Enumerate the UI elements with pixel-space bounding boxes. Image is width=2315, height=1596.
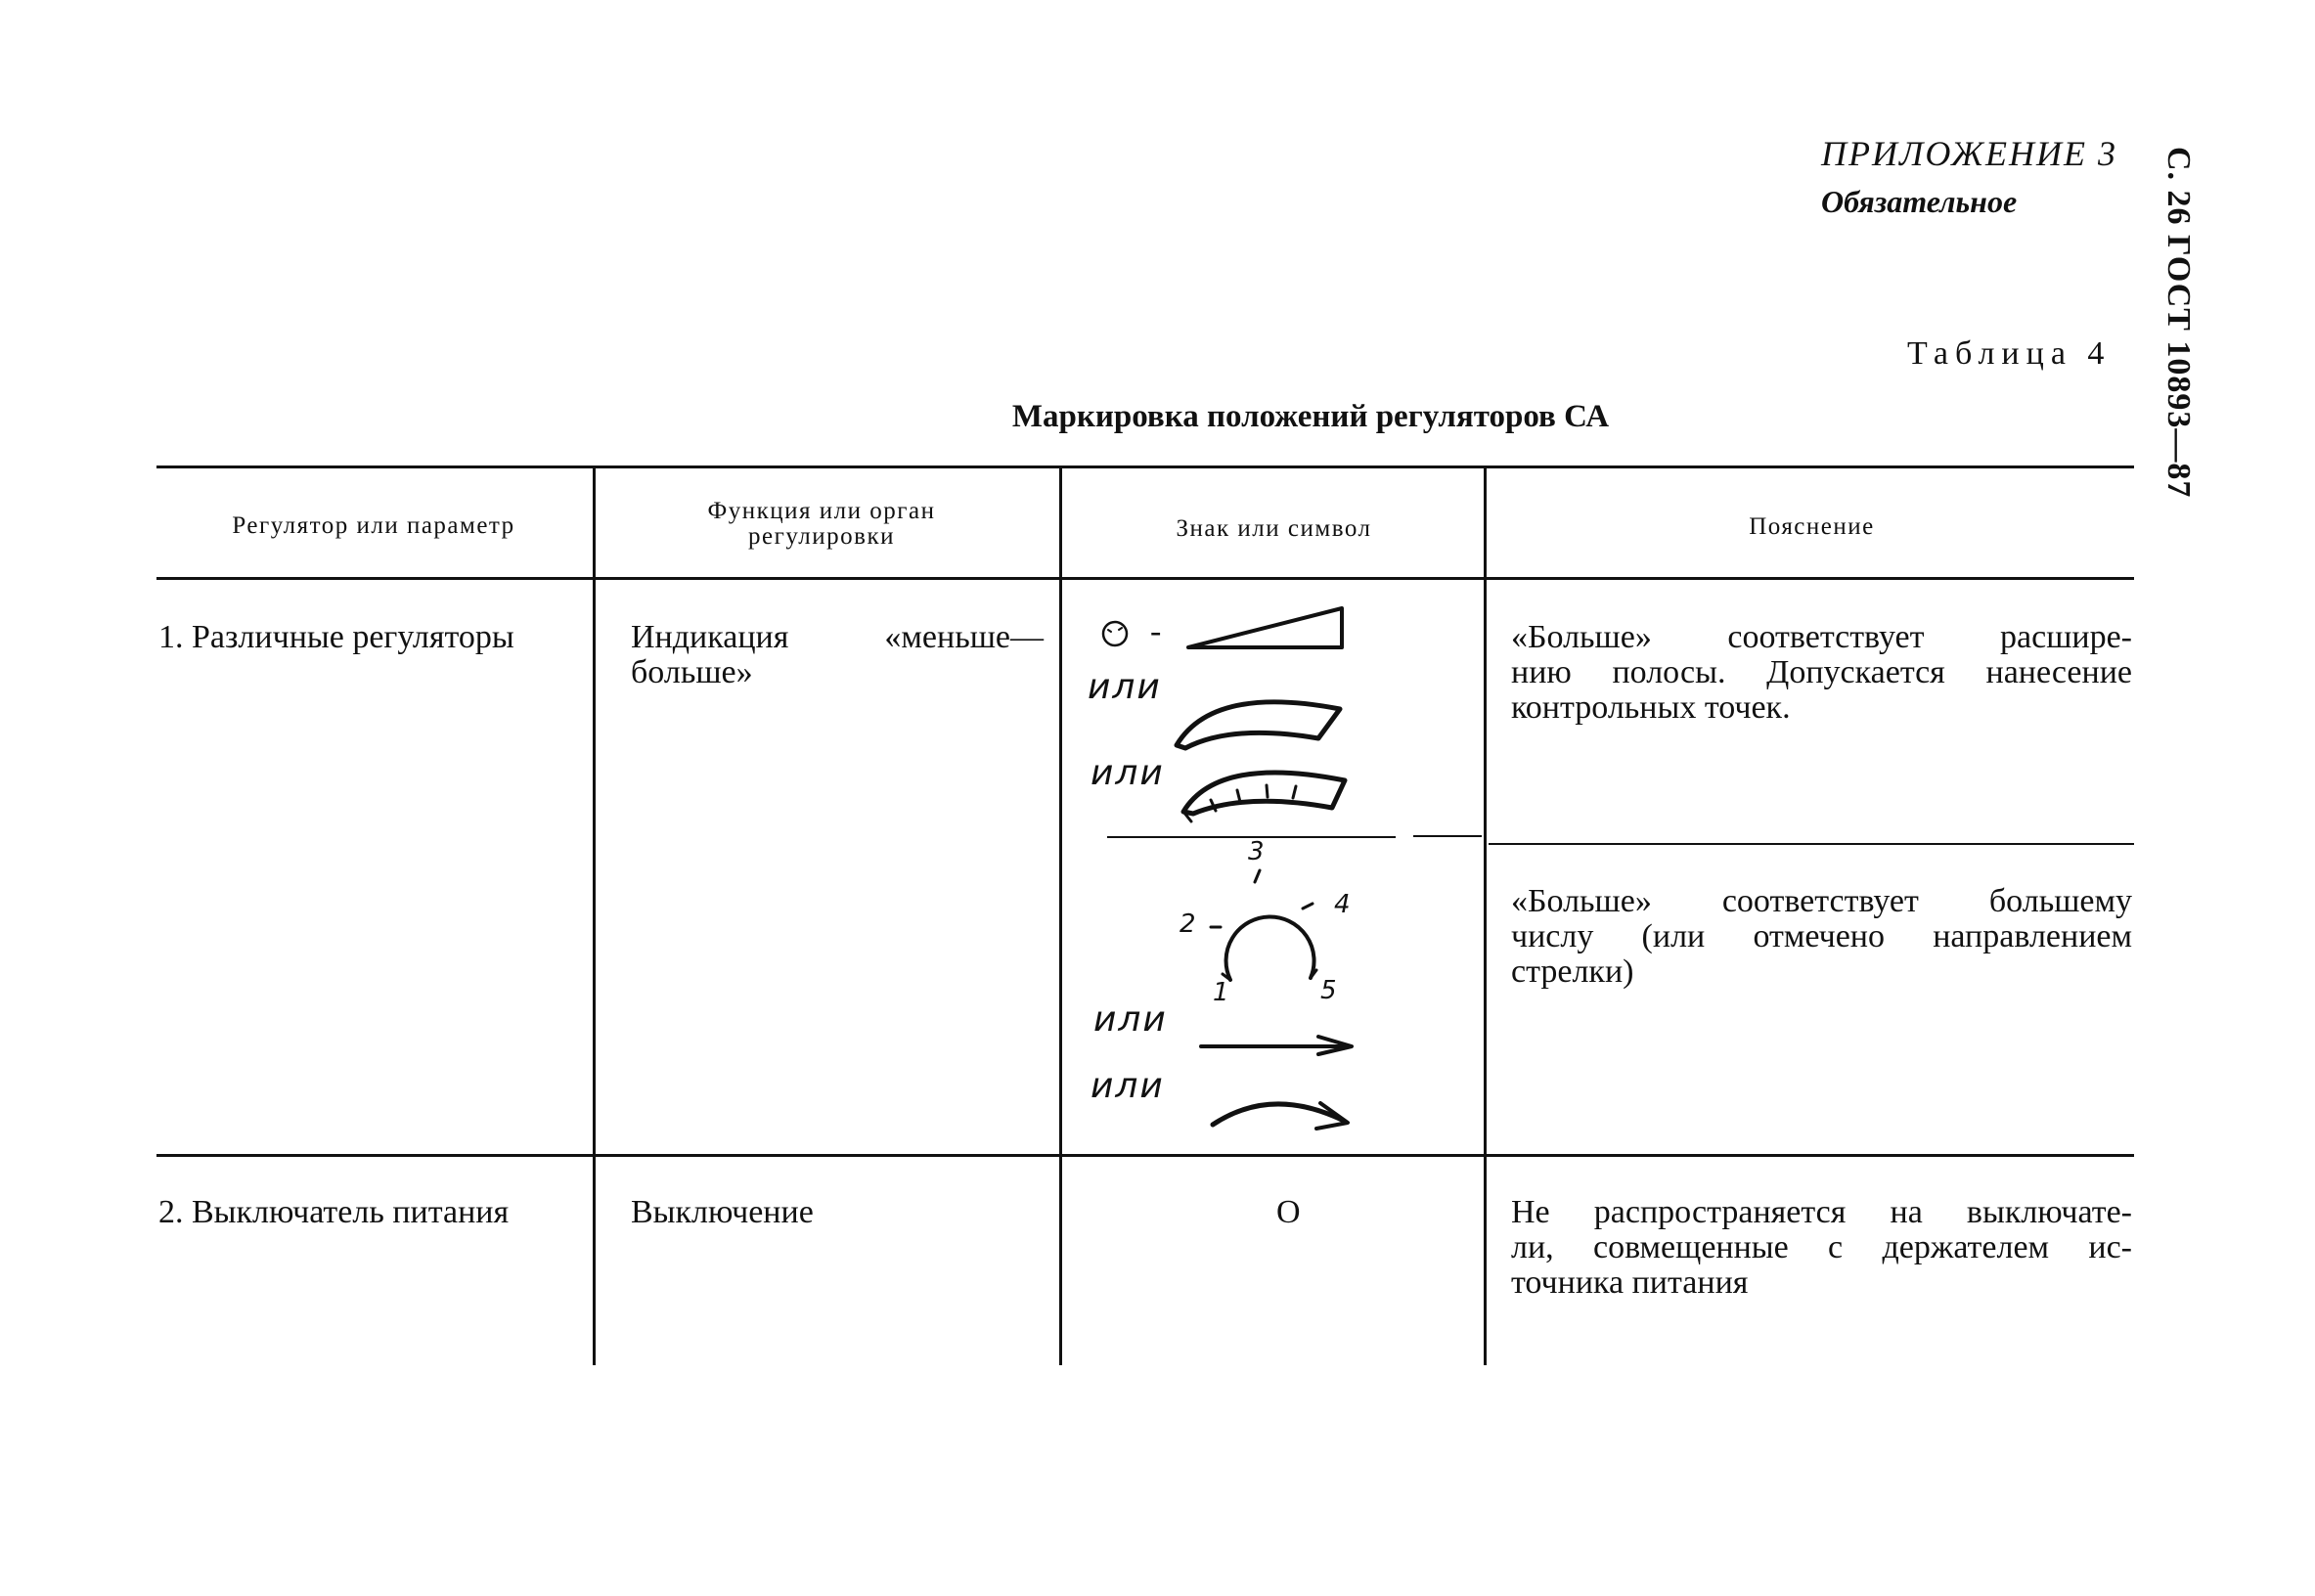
row2-function: Выключение bbox=[631, 1194, 814, 1230]
dial-number-4: 4 bbox=[1334, 890, 1353, 919]
row1-function-line2: больше» bbox=[631, 654, 753, 690]
or-label-3: или bbox=[1093, 999, 1168, 1040]
column-header-function: Функция или орган регулировки bbox=[707, 498, 936, 550]
small-dial-icon bbox=[1103, 622, 1127, 645]
column-header-explanation: Пояснение bbox=[1749, 513, 1875, 540]
column-header-param: Регулятор или параметр bbox=[232, 512, 515, 539]
row2-explanation-line2: ли, совмещенные с держателем ис- bbox=[1511, 1229, 2132, 1265]
side-page-header: С. 26 ГОСТ 10893—87 bbox=[2160, 147, 2197, 499]
curved-band-ticks-icon bbox=[1183, 773, 1345, 814]
dial-number-2: 2 bbox=[1180, 909, 1198, 939]
row2-parameter: 2. Выключатель питания bbox=[158, 1194, 510, 1230]
curved-band-icon bbox=[1177, 702, 1340, 748]
or-label-1: или bbox=[1088, 667, 1162, 707]
row1-explanation-a-line3: контрольных точек. bbox=[1511, 689, 1791, 726]
table-number: Таблица 4 bbox=[1907, 335, 2112, 372]
dial-number-1: 1 bbox=[1213, 978, 1231, 1007]
row1-function-line1: Индикация «меньше— bbox=[631, 619, 1044, 655]
dial-number-5: 5 bbox=[1320, 976, 1339, 1005]
wedge-icon bbox=[1188, 608, 1342, 647]
row2-explanation-line1: Не распространяется на выключате- bbox=[1511, 1194, 2132, 1230]
row1-explanation-b-line2: числу (или отмечено направлением bbox=[1511, 918, 2132, 954]
or-label-4: или bbox=[1091, 1066, 1165, 1106]
appendix-title: ПРИЛОЖЕНИЕ 3 bbox=[1821, 134, 2117, 173]
or-label-2: или bbox=[1091, 753, 1165, 793]
row1-explanation-b-line3: стрелки) bbox=[1511, 953, 1634, 990]
row1-explanation-a-line2: нию полосы. Допускается нанесение bbox=[1511, 654, 2132, 690]
minus-sign: - bbox=[1150, 613, 1162, 649]
appendix-subtitle: Обязательное bbox=[1821, 184, 2018, 219]
row1-parameter: 1. Различные регуляторы bbox=[158, 619, 514, 655]
dial-number-3: 3 bbox=[1248, 837, 1267, 866]
row2-symbol: О bbox=[1276, 1194, 1301, 1230]
column-header-symbol: Знак или символ bbox=[1176, 515, 1372, 542]
row1-explanation-a-line1: «Больше» соответствует расшире- bbox=[1511, 619, 2132, 655]
row1-explanation-b-line1: «Больше» соответствует большему bbox=[1511, 883, 2132, 919]
table-title: Маркировка положений регуляторов СА bbox=[1011, 399, 1610, 434]
row2-explanation-line3: точника питания bbox=[1511, 1264, 1749, 1301]
numbered-dial-icon bbox=[1226, 916, 1314, 980]
